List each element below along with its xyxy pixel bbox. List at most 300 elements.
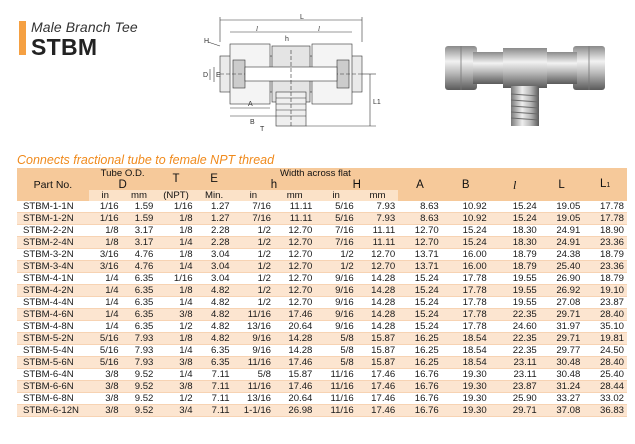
cell-L1: 35.10 (583, 321, 627, 333)
cell-t-npt: 1/8 (156, 285, 195, 297)
cell-l: 22.35 (490, 333, 540, 345)
cell-hh-mm: 14.28 (357, 309, 398, 321)
table-row (17, 393, 627, 405)
cell-t-npt: 1/8 (156, 225, 195, 237)
cell-hh-mm: 17.46 (357, 381, 398, 393)
cell-tube-in: 3/8 (89, 381, 122, 393)
cell-e-min: 7.11 (196, 369, 233, 381)
cell-tube-in: 3/8 (89, 393, 122, 405)
cell-L: 26.90 (540, 273, 584, 285)
cell-h-mm: 14.28 (274, 333, 315, 345)
cell-a: 15.24 (398, 273, 442, 285)
cell-part-no: STBM-5-6N (17, 357, 89, 369)
cell-tube-mm: 6.35 (122, 309, 157, 321)
cell-tube-mm: 1.59 (122, 201, 157, 213)
cell-tube-in: 1/4 (89, 285, 122, 297)
cell-l: 19.55 (490, 273, 540, 285)
cell-tube-mm: 7.93 (122, 333, 157, 345)
cell-t-npt: 1/2 (156, 321, 195, 333)
cell-h-mm: 12.70 (274, 261, 315, 273)
cell-L1: 18.90 (583, 225, 627, 237)
dim-label-A: A (248, 101, 253, 108)
cell-a: 16.25 (398, 345, 442, 357)
cell-hh-mm: 15.87 (357, 333, 398, 345)
cell-L: 29.71 (540, 333, 584, 345)
cell-tube-mm: 7.93 (122, 357, 157, 369)
cell-h-in: 1/2 (233, 261, 274, 273)
header-min: Min. (196, 190, 233, 201)
cell-L: 25.40 (540, 261, 584, 273)
cell-l: 18.30 (490, 225, 540, 237)
cell-tube-in: 5/16 (89, 345, 122, 357)
cell-tube-in: 1/16 (89, 201, 122, 213)
cell-l: 15.24 (490, 201, 540, 213)
cell-h-in: 1/2 (233, 225, 274, 237)
cell-a: 13.71 (398, 249, 442, 261)
cell-b: 18.54 (442, 357, 490, 369)
cell-L1: 28.44 (583, 381, 627, 393)
cell-h-mm: 14.28 (274, 345, 315, 357)
cell-l: 22.35 (490, 345, 540, 357)
product-title: STBM (31, 34, 98, 60)
cell-tube-in: 3/8 (89, 405, 122, 417)
cell-e-min: 2.28 (196, 225, 233, 237)
cell-tube-mm: 6.35 (122, 297, 157, 309)
cell-a: 13.71 (398, 261, 442, 273)
cell-L1: 24.50 (583, 345, 627, 357)
table-row (17, 357, 627, 369)
cell-h-in: 1/2 (233, 285, 274, 297)
cell-l: 29.71 (490, 405, 540, 417)
cell-h-mm: 17.46 (274, 357, 315, 369)
cell-L: 31.97 (540, 321, 584, 333)
cell-tube-in: 5/16 (89, 333, 122, 345)
cell-e-min: 3.04 (196, 273, 233, 285)
cell-hh-in: 5/8 (315, 357, 356, 369)
cell-hh-in: 5/8 (315, 345, 356, 357)
cell-a: 15.24 (398, 321, 442, 333)
dim-label-L: L (300, 14, 304, 21)
header-L: L (540, 168, 584, 201)
cell-e-min: 6.35 (196, 345, 233, 357)
cell-a: 16.76 (398, 393, 442, 405)
cell-hh-in: 7/16 (315, 225, 356, 237)
cell-part-no: STBM-5-4N (17, 345, 89, 357)
cell-h-mm: 15.87 (274, 369, 315, 381)
cell-L: 33.27 (540, 393, 584, 405)
cell-e-min: 6.35 (196, 357, 233, 369)
header-d-in: in (89, 190, 122, 201)
cell-h-in: 7/16 (233, 201, 274, 213)
cell-e-min: 1.27 (196, 213, 233, 225)
cell-tube-in: 1/16 (89, 213, 122, 225)
cell-tube-mm: 9.52 (122, 381, 157, 393)
cell-part-no: STBM-1-2N (17, 213, 89, 225)
cell-b: 17.78 (442, 321, 490, 333)
cell-h-in: 11/16 (233, 309, 274, 321)
cell-hh-in: 9/16 (315, 273, 356, 285)
cell-l: 23.11 (490, 357, 540, 369)
cell-e-min: 7.11 (196, 381, 233, 393)
header-H: H (315, 179, 398, 190)
cell-l: 22.35 (490, 309, 540, 321)
header-width-flat: Width across flat (233, 168, 399, 179)
table-row (17, 369, 627, 381)
cell-tube-mm: 7.93 (122, 345, 157, 357)
cell-tube-mm: 9.52 (122, 369, 157, 381)
header-B: B (442, 168, 490, 201)
cell-tube-mm: 6.35 (122, 273, 157, 285)
header-hh-in: in (315, 190, 356, 201)
cell-e-min: 3.04 (196, 261, 233, 273)
cell-t-npt: 1/2 (156, 393, 195, 405)
cell-h-in: 11/16 (233, 357, 274, 369)
cell-h-in: 13/16 (233, 321, 274, 333)
cell-h-in: 13/16 (233, 393, 274, 405)
cell-L1: 17.78 (583, 201, 627, 213)
cell-l: 19.55 (490, 297, 540, 309)
header-E: E (196, 168, 233, 190)
cell-t-npt: 3/4 (156, 405, 195, 417)
cell-b: 19.30 (442, 381, 490, 393)
header-l: l (490, 168, 540, 201)
cell-h-mm: 17.46 (274, 381, 315, 393)
cell-L1: 25.40 (583, 369, 627, 381)
cell-a: 8.63 (398, 213, 442, 225)
header-h-in: in (233, 190, 274, 201)
cell-h-in: 9/16 (233, 345, 274, 357)
cell-h-in: 1/2 (233, 249, 274, 261)
cell-L1: 19.10 (583, 285, 627, 297)
header-L1 (583, 168, 627, 201)
cell-hh-mm: 12.70 (357, 261, 398, 273)
cell-L1: 33.02 (583, 393, 627, 405)
cell-a: 15.24 (398, 285, 442, 297)
cell-h-mm: 12.70 (274, 225, 315, 237)
cell-h-in: 1/2 (233, 237, 274, 249)
cell-hh-in: 9/16 (315, 309, 356, 321)
cell-l: 18.79 (490, 261, 540, 273)
cell-t-npt: 1/4 (156, 297, 195, 309)
cell-h-in: 1-1/16 (233, 405, 274, 417)
cell-b: 10.92 (442, 213, 490, 225)
section-caption: Connects fractional tube to female NPT thread (17, 153, 275, 167)
cell-t-npt: 1/8 (156, 213, 195, 225)
cell-hh-mm: 14.28 (357, 321, 398, 333)
cell-t-npt: 1/4 (156, 237, 195, 249)
cell-hh-in: 5/16 (315, 201, 356, 213)
cell-hh-in: 11/16 (315, 393, 356, 405)
cell-e-min: 3.04 (196, 249, 233, 261)
cell-b: 17.78 (442, 273, 490, 285)
cell-L1: 28.40 (583, 309, 627, 321)
cell-e-min: 4.82 (196, 321, 233, 333)
cell-e-min: 7.11 (196, 405, 233, 417)
header-part-no: Part No. (17, 168, 89, 201)
cell-part-no: STBM-2-2N (17, 225, 89, 237)
cell-h-in: 5/8 (233, 369, 274, 381)
cell-hh-in: 7/16 (315, 237, 356, 249)
table-header-row (17, 168, 627, 179)
table-row (17, 273, 627, 285)
spec-table-body (17, 201, 627, 417)
cell-L: 30.48 (540, 369, 584, 381)
cell-hh-in: 11/16 (315, 369, 356, 381)
cell-tube-mm: 6.35 (122, 285, 157, 297)
cell-h-in: 1/2 (233, 273, 274, 285)
cell-hh-mm: 15.87 (357, 357, 398, 369)
cell-e-min: 4.82 (196, 333, 233, 345)
header-L1-main: L (600, 177, 607, 190)
cell-hh-in: 5/16 (315, 213, 356, 225)
cell-L: 24.38 (540, 249, 584, 261)
dim-label-T: T (260, 126, 265, 133)
cell-e-min: 1.27 (196, 201, 233, 213)
cell-t-npt: 1/4 (156, 261, 195, 273)
cell-l: 23.87 (490, 381, 540, 393)
cell-h-in: 7/16 (233, 213, 274, 225)
cell-L: 31.24 (540, 381, 584, 393)
cell-L: 19.05 (540, 213, 584, 225)
cell-t-npt: 3/8 (156, 381, 195, 393)
cell-hh-in: 1/2 (315, 261, 356, 273)
cell-tube-in: 3/16 (89, 261, 122, 273)
cell-h-in: 11/16 (233, 381, 274, 393)
cell-e-min: 7.11 (196, 393, 233, 405)
cell-part-no: STBM-3-2N (17, 249, 89, 261)
dim-label-H: H (204, 38, 210, 45)
cell-h-mm: 11.11 (274, 201, 315, 213)
cell-L1: 23.36 (583, 261, 627, 273)
cell-tube-in: 1/4 (89, 321, 122, 333)
cell-hh-mm: 12.70 (357, 249, 398, 261)
header-h-mm: mm (274, 190, 315, 201)
cell-hh-in: 9/16 (315, 285, 356, 297)
cell-h-mm: 12.70 (274, 297, 315, 309)
cell-a: 16.76 (398, 369, 442, 381)
header-L1-sub: 1 (606, 181, 611, 189)
cell-t-npt: 1/16 (156, 201, 195, 213)
cell-l: 25.90 (490, 393, 540, 405)
dim-label-D: D (203, 72, 209, 79)
cell-t-npt: 1/4 (156, 369, 195, 381)
table-row (17, 237, 627, 249)
cell-part-no: STBM-6-6N (17, 381, 89, 393)
header-A: A (398, 168, 442, 201)
header-T: T (156, 168, 195, 190)
cell-hh-mm: 11.11 (357, 225, 398, 237)
cell-part-no: STBM-6-12N (17, 405, 89, 417)
cell-tube-mm: 9.52 (122, 405, 157, 417)
table-row (17, 285, 627, 297)
cell-hh-in: 1/2 (315, 249, 356, 261)
cell-part-no: STBM-4-4N (17, 297, 89, 309)
cell-t-npt: 3/8 (156, 309, 195, 321)
cell-part-no: STBM-4-6N (17, 309, 89, 321)
cell-L: 29.71 (540, 309, 584, 321)
cell-hh-mm: 15.87 (357, 345, 398, 357)
dim-label-l-right: l (318, 25, 320, 33)
cell-part-no: STBM-2-4N (17, 237, 89, 249)
cell-L1: 28.40 (583, 357, 627, 369)
cell-l: 24.60 (490, 321, 540, 333)
product-subtitle: Male Branch Tee (31, 19, 138, 35)
cell-tube-mm: 3.17 (122, 237, 157, 249)
accent-bar (19, 21, 26, 55)
cell-b: 15.24 (442, 225, 490, 237)
cell-h-mm: 12.70 (274, 237, 315, 249)
cell-tube-mm: 3.17 (122, 225, 157, 237)
cell-a: 16.76 (398, 405, 442, 417)
cell-e-min: 2.28 (196, 237, 233, 249)
cell-hh-in: 5/8 (315, 333, 356, 345)
cell-L1: 23.87 (583, 297, 627, 309)
cell-L1: 18.79 (583, 273, 627, 285)
cell-L1: 17.78 (583, 213, 627, 225)
cell-a: 8.63 (398, 201, 442, 213)
table-row (17, 213, 627, 225)
cell-a: 12.70 (398, 225, 442, 237)
cell-hh-mm: 7.93 (357, 201, 398, 213)
cell-t-npt: 1/4 (156, 345, 195, 357)
cell-hh-mm: 7.93 (357, 213, 398, 225)
cell-b: 19.30 (442, 405, 490, 417)
cell-h-mm: 26.98 (274, 405, 315, 417)
cell-hh-mm: 17.46 (357, 405, 398, 417)
cell-b: 17.78 (442, 297, 490, 309)
cell-hh-mm: 14.28 (357, 297, 398, 309)
table-row (17, 309, 627, 321)
cell-L: 29.77 (540, 345, 584, 357)
cell-t-npt: 3/8 (156, 357, 195, 369)
cell-t-npt: 1/8 (156, 249, 195, 261)
cell-tube-mm: 4.76 (122, 249, 157, 261)
cell-a: 12.70 (398, 237, 442, 249)
cell-b: 18.54 (442, 345, 490, 357)
cell-hh-mm: 14.28 (357, 285, 398, 297)
cell-hh-mm: 11.11 (357, 237, 398, 249)
header-d-mm: mm (122, 190, 157, 201)
cell-tube-in: 5/16 (89, 357, 122, 369)
cell-h-mm: 20.64 (274, 393, 315, 405)
table-row (17, 345, 627, 357)
cell-part-no: STBM-3-4N (17, 261, 89, 273)
cell-l: 18.79 (490, 249, 540, 261)
cell-tube-in: 1/4 (89, 297, 122, 309)
cell-h-mm: 17.46 (274, 309, 315, 321)
cell-tube-mm: 1.59 (122, 213, 157, 225)
cell-L: 19.05 (540, 201, 584, 213)
dim-label-L1: L1 (373, 99, 381, 106)
table-row (17, 225, 627, 237)
cell-hh-mm: 17.46 (357, 393, 398, 405)
table-row (17, 201, 627, 213)
cell-part-no: STBM-4-2N (17, 285, 89, 297)
cell-h-in: 1/2 (233, 297, 274, 309)
cell-e-min: 4.82 (196, 285, 233, 297)
cell-t-npt: 1/8 (156, 333, 195, 345)
header-npt: (NPT) (156, 190, 195, 201)
cell-t-npt: 1/16 (156, 273, 195, 285)
cell-a: 16.25 (398, 333, 442, 345)
cell-hh-in: 11/16 (315, 381, 356, 393)
cell-b: 16.00 (442, 261, 490, 273)
cell-l: 18.30 (490, 237, 540, 249)
cell-part-no: STBM-4-1N (17, 273, 89, 285)
cell-part-no: STBM-6-4N (17, 369, 89, 381)
cell-l: 15.24 (490, 213, 540, 225)
cell-hh-in: 11/16 (315, 405, 356, 417)
header-D: D (89, 179, 157, 190)
cell-a: 16.25 (398, 357, 442, 369)
table-row (17, 405, 627, 417)
cell-l: 23.11 (490, 369, 540, 381)
cell-L: 26.92 (540, 285, 584, 297)
spec-table (17, 168, 627, 417)
cell-hh-in: 9/16 (315, 321, 356, 333)
cell-hh-mm: 17.46 (357, 369, 398, 381)
cell-h-mm: 12.70 (274, 285, 315, 297)
cell-tube-in: 1/8 (89, 237, 122, 249)
header-hh-mm: mm (357, 190, 398, 201)
cell-h-mm: 12.70 (274, 273, 315, 285)
cell-L1: 36.83 (583, 405, 627, 417)
cell-L1: 19.81 (583, 333, 627, 345)
cell-e-min: 4.82 (196, 309, 233, 321)
cell-L: 24.91 (540, 237, 584, 249)
table-row (17, 381, 627, 393)
cell-tube-in: 1/8 (89, 225, 122, 237)
cell-h-mm: 11.11 (274, 213, 315, 225)
cell-a: 15.24 (398, 297, 442, 309)
cell-h-mm: 12.70 (274, 249, 315, 261)
table-row (17, 261, 627, 273)
cell-b: 18.54 (442, 333, 490, 345)
cell-b: 17.78 (442, 285, 490, 297)
cell-tube-in: 3/8 (89, 369, 122, 381)
cell-tube-in: 1/4 (89, 273, 122, 285)
cell-b: 19.30 (442, 393, 490, 405)
cell-b: 17.78 (442, 309, 490, 321)
cell-part-no: STBM-1-1N (17, 201, 89, 213)
cell-L: 27.08 (540, 297, 584, 309)
table-row (17, 297, 627, 309)
cell-a: 15.24 (398, 309, 442, 321)
dim-label-E: E (216, 72, 221, 79)
cell-b: 15.24 (442, 237, 490, 249)
cell-a: 16.76 (398, 381, 442, 393)
cell-b: 16.00 (442, 249, 490, 261)
cell-b: 19.30 (442, 369, 490, 381)
cell-tube-in: 1/4 (89, 309, 122, 321)
product-photo (425, 28, 625, 138)
cell-part-no: STBM-6-8N (17, 393, 89, 405)
cell-l: 19.55 (490, 285, 540, 297)
cell-tube-mm: 6.35 (122, 321, 157, 333)
cell-b: 10.92 (442, 201, 490, 213)
cell-part-no: STBM-5-2N (17, 333, 89, 345)
dim-label-l-left: l (256, 25, 258, 33)
cell-tube-mm: 4.76 (122, 261, 157, 273)
table-row (17, 249, 627, 261)
table-row (17, 321, 627, 333)
dim-label-B: B (250, 119, 255, 126)
technical-drawing (190, 14, 390, 134)
header-h: h (233, 179, 316, 190)
cell-L: 37.08 (540, 405, 584, 417)
cell-L1: 18.79 (583, 249, 627, 261)
header-tube-od: Tube O.D. (89, 168, 157, 179)
